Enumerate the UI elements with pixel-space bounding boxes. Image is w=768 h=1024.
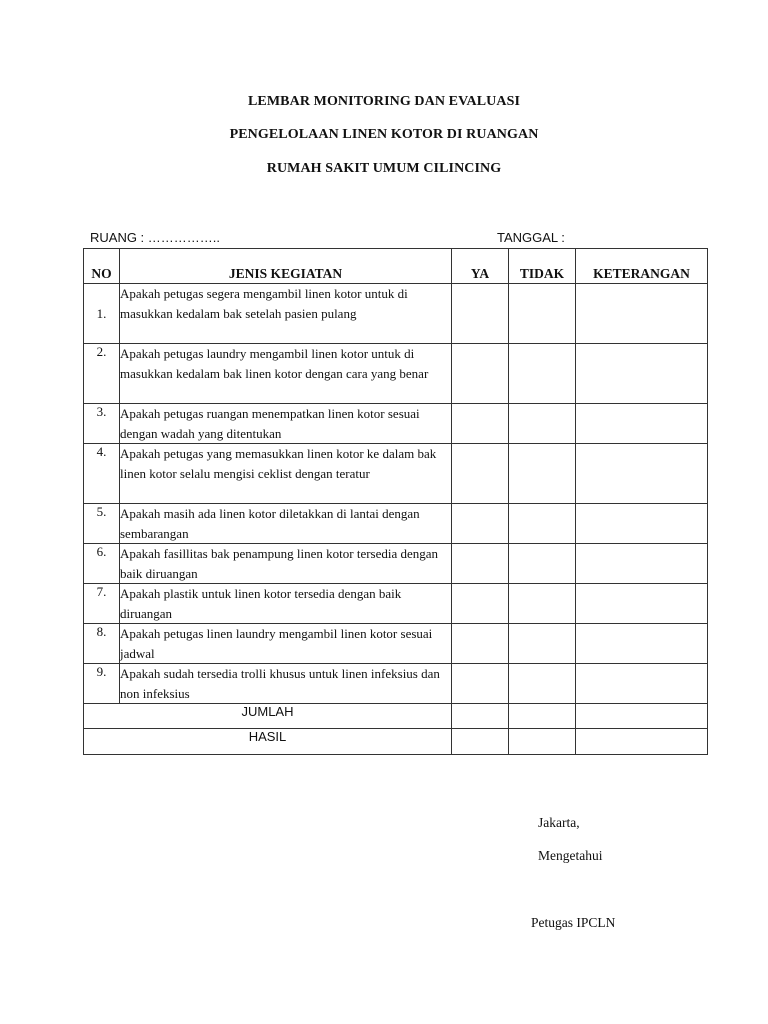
table-row (84, 284, 708, 344)
row-number: 8. (84, 624, 120, 664)
row-number: 7. (84, 584, 120, 624)
activity-text: Apakah plastik untuk linen kotor tersedia dengan baik diruangan (120, 584, 452, 624)
table-row (84, 624, 708, 664)
activity-text: Apakah petugas segera mengambil linen kotor untuk di masukkan kedalam bak setelah pasien pulang (120, 284, 452, 344)
table-row (84, 444, 708, 504)
tidak-cell[interactable] (509, 624, 576, 664)
activity-text: Apakah petugas laundry mengambil linen kotor untuk di masukkan kedalam bak linen kotor dengan cara yang benar (120, 344, 452, 404)
activity-text: Apakah petugas ruangan menempatkan linen kotor sesuai dengan wadah yang ditentukan (120, 404, 452, 444)
table-header-row (84, 249, 708, 284)
jumlah-row (84, 704, 708, 729)
row-number: 2. (84, 344, 120, 404)
table-row (84, 664, 708, 704)
ya-cell[interactable] (452, 344, 509, 404)
jumlah-keterangan-cell[interactable] (576, 704, 708, 729)
table-row (84, 544, 708, 584)
signature-acknowledged: Mengetahui (538, 848, 603, 863)
column-header-tidak: TIDAK (509, 249, 576, 284)
row-number: 4. (84, 444, 120, 504)
row-number: 1. (84, 284, 120, 344)
tidak-cell[interactable] (509, 404, 576, 444)
hasil-ya-cell[interactable] (452, 729, 509, 755)
activity-text: Apakah petugas linen laundry mengambil linen kotor sesuai jadwal (120, 624, 452, 664)
keterangan-cell[interactable] (576, 504, 708, 544)
tidak-cell[interactable] (509, 444, 576, 504)
ruang-field[interactable]: RUANG : …………….. (90, 230, 221, 245)
jumlah-tidak-cell[interactable] (509, 704, 576, 729)
jumlah-ya-cell[interactable] (452, 704, 509, 729)
tidak-cell[interactable] (509, 344, 576, 404)
keterangan-cell[interactable] (576, 284, 708, 344)
keterangan-cell[interactable] (576, 664, 708, 704)
table-row (84, 344, 708, 404)
table-row (84, 504, 708, 544)
ya-cell[interactable] (452, 504, 509, 544)
column-header-jenis-kegiatan: JENIS KEGIATAN (120, 249, 452, 284)
hasil-tidak-cell[interactable] (509, 729, 576, 755)
form-title-line-2: PENGELOLAAN LINEN KOTOR DI RUANGAN (229, 127, 539, 142)
tidak-cell[interactable] (509, 584, 576, 624)
row-number: 6. (84, 544, 120, 584)
activity-text: Apakah fasillitas bak penampung linen kotor tersedia dengan baik diruangan (120, 544, 452, 584)
ya-cell[interactable] (452, 444, 509, 504)
activity-text: Apakah sudah tersedia trolli khusus untuk linen infeksius dan non infeksius (120, 664, 452, 704)
form-title-line-3: RUMAH SAKIT UMUM CILINCING (266, 161, 502, 176)
keterangan-cell[interactable] (576, 344, 708, 404)
hasil-row (84, 729, 708, 755)
row-number: 9. (84, 664, 120, 704)
keterangan-cell[interactable] (576, 404, 708, 444)
row-number: 3. (84, 404, 120, 444)
hasil-keterangan-cell[interactable] (576, 729, 708, 755)
ya-cell[interactable] (452, 544, 509, 584)
activity-text: Apakah petugas yang memasukkan linen kotor ke dalam bak linen kotor selalu mengisi ceklist dengan teratur (120, 444, 452, 504)
activity-text: Apakah masih ada linen kotor diletakkan di lantai dengan sembarangan (120, 504, 452, 544)
tidak-cell[interactable] (509, 504, 576, 544)
ya-cell[interactable] (452, 664, 509, 704)
keterangan-cell[interactable] (576, 584, 708, 624)
row-number: 5. (84, 504, 120, 544)
table-row (84, 584, 708, 624)
tanggal-field[interactable]: TANGGAL : (497, 230, 565, 245)
column-header-ya: YA (452, 249, 509, 284)
ya-cell[interactable] (452, 284, 509, 344)
keterangan-cell[interactable] (576, 444, 708, 504)
signature-officer: Petugas IPCLN (531, 915, 616, 930)
keterangan-cell[interactable] (576, 544, 708, 584)
ya-cell[interactable] (452, 404, 509, 444)
table-row (84, 404, 708, 444)
keterangan-cell[interactable] (576, 624, 708, 664)
column-header-keterangan: KETERANGAN (576, 249, 708, 284)
jumlah-label: JUMLAH (84, 704, 452, 729)
signature-place: Jakarta, (538, 815, 580, 830)
monitoring-table (83, 248, 708, 755)
form-title-line-1: LEMBAR MONITORING DAN EVALUASI (247, 94, 521, 109)
ya-cell[interactable] (452, 584, 509, 624)
hasil-label: HASIL (84, 729, 452, 755)
tidak-cell[interactable] (509, 284, 576, 344)
tidak-cell[interactable] (509, 544, 576, 584)
ya-cell[interactable] (452, 624, 509, 664)
column-header-no: NO (84, 249, 120, 284)
tidak-cell[interactable] (509, 664, 576, 704)
